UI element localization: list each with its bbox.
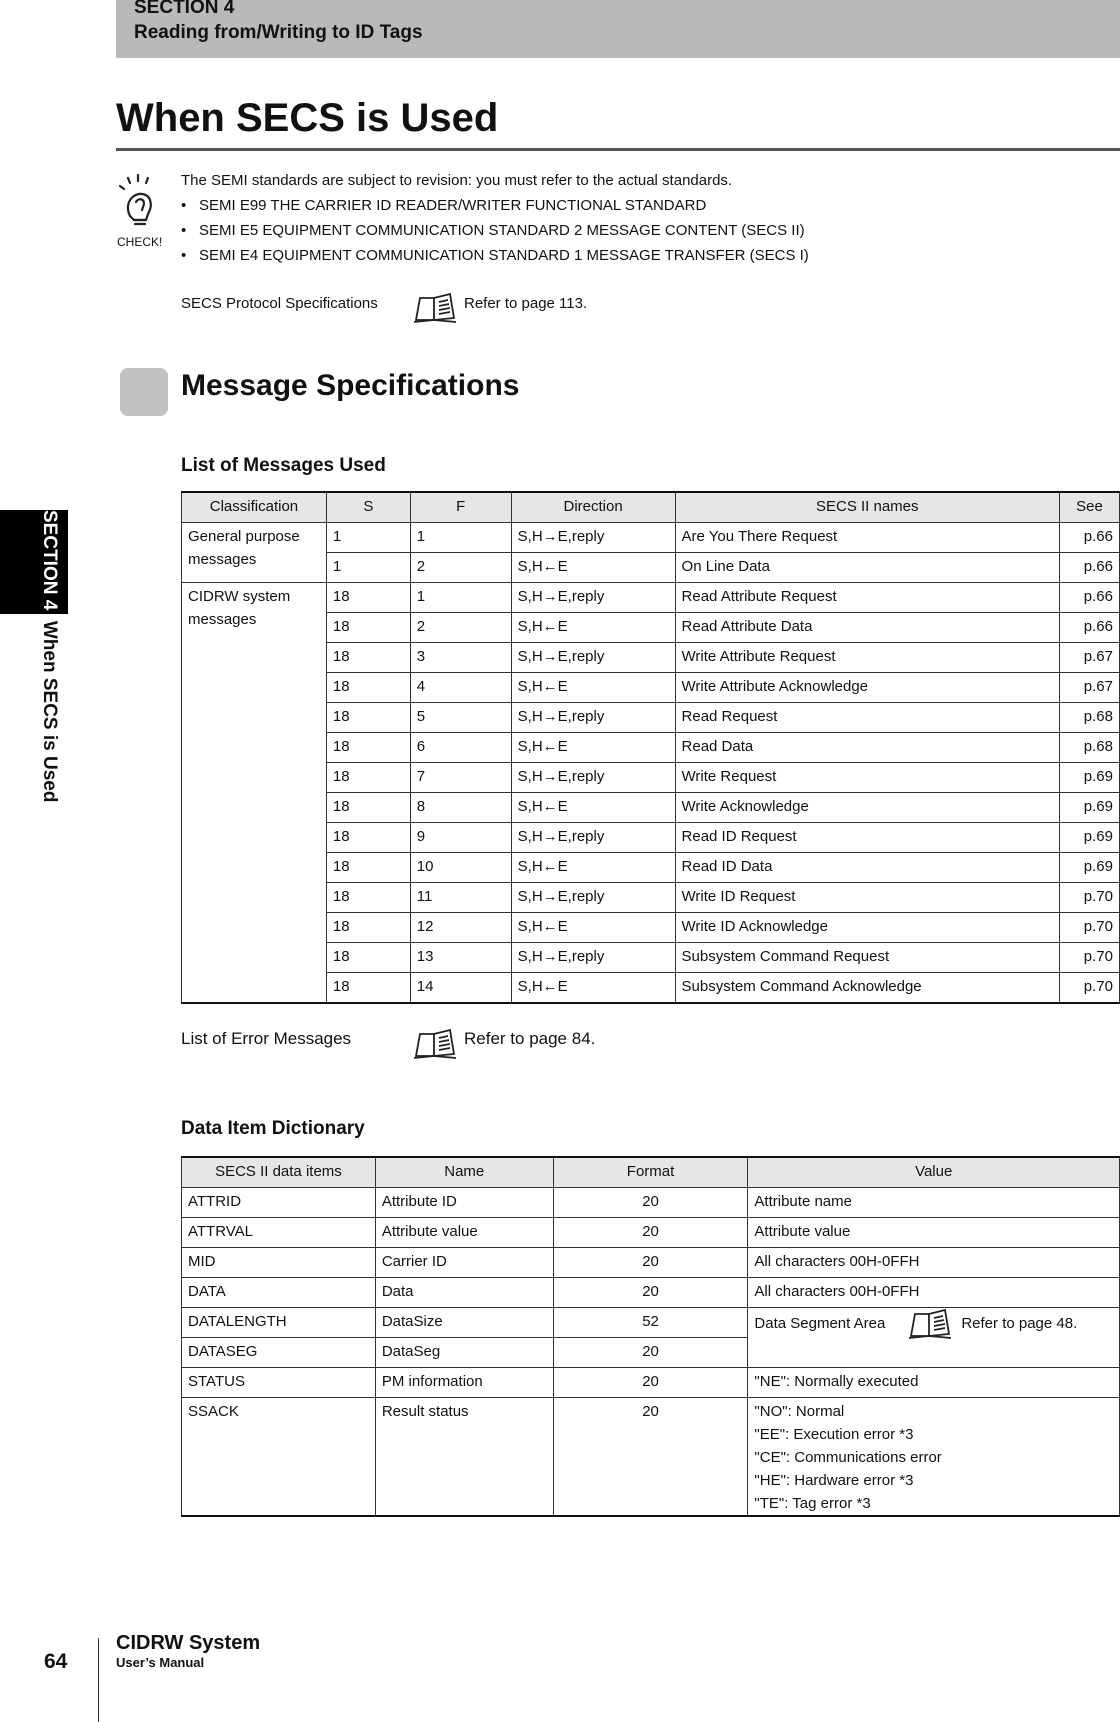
value-cell — [748, 1368, 1120, 1398]
name-cell: Result status — [375, 1398, 553, 1517]
page-title: When SECS is Used — [116, 96, 499, 140]
see-cell: p.67 — [1060, 643, 1120, 673]
direction-cell: S,H←E — [511, 733, 675, 763]
title-rule — [116, 148, 1120, 151]
data-item-cell: ATTRID — [182, 1188, 376, 1218]
column-header: See — [1060, 492, 1120, 523]
intro-bullet: • SEMI E4 EQUIPMENT COMMUNICATION STANDARD 1 MESSAGE TRANSFER (SECS I) — [181, 247, 809, 264]
f-cell: 11 — [410, 883, 511, 913]
direction-cell: S,H→E,reply — [511, 523, 675, 553]
footer-divider — [98, 1638, 99, 1722]
table-row — [182, 1308, 1120, 1338]
secs-name-cell: Write Attribute Acknowledge — [675, 673, 1059, 703]
secs-name-cell: Write ID Request — [675, 883, 1059, 913]
f-cell: 12 — [410, 913, 511, 943]
format-cell: 20 — [553, 1278, 748, 1308]
direction-cell: S,H←E — [511, 553, 675, 583]
book-reference-icon — [907, 1308, 953, 1340]
intro-bullet: • SEMI E5 EQUIPMENT COMMUNICATION STANDARD 2 MESSAGE CONTENT (SECS II) — [181, 222, 805, 239]
dictionary-table — [181, 1156, 1120, 1517]
value-line: "EE": Execution error *3 — [754, 1426, 914, 1443]
book-reference-icon — [412, 292, 458, 324]
f-cell: 2 — [410, 553, 511, 583]
secs-name-cell: Write Request — [675, 763, 1059, 793]
value-cell — [748, 1398, 1120, 1517]
secs-name-cell: Read Request — [675, 703, 1059, 733]
value-line: "NE": Normally executed — [754, 1373, 919, 1390]
s-cell: 18 — [326, 883, 410, 913]
s-cell: 18 — [326, 943, 410, 973]
data-item-cell: ATTRVAL — [182, 1218, 376, 1248]
messages-table — [181, 491, 1120, 1004]
table-header-row — [182, 492, 1120, 523]
format-cell: 20 — [553, 1188, 748, 1218]
see-cell: p.66 — [1060, 583, 1120, 613]
secs-name-cell: Write Acknowledge — [675, 793, 1059, 823]
see-cell: p.69 — [1060, 853, 1120, 883]
see-cell: p.70 — [1060, 883, 1120, 913]
section-header — [116, 0, 1120, 58]
footer-product: CIDRW System — [116, 1632, 261, 1654]
s-cell: 18 — [326, 793, 410, 823]
column-header: Direction — [511, 492, 675, 523]
secs-name-cell: Read Attribute Request — [675, 583, 1059, 613]
value-cell — [748, 1218, 1120, 1248]
dictionary-heading: Data Item Dictionary — [181, 1118, 365, 1139]
format-cell: 20 — [553, 1248, 748, 1278]
see-cell: p.70 — [1060, 943, 1120, 973]
table-row — [182, 1218, 1120, 1248]
s-cell: 18 — [326, 913, 410, 943]
see-cell: p.66 — [1060, 523, 1120, 553]
secs-name-cell: Write Attribute Request — [675, 643, 1059, 673]
f-cell: 5 — [410, 703, 511, 733]
name-cell: Attribute value — [375, 1218, 553, 1248]
data-item-cell: DATALENGTH — [182, 1308, 376, 1338]
value-line: All characters 00H-0FFH — [754, 1253, 920, 1270]
see-cell: p.67 — [1060, 673, 1120, 703]
direction-cell: S,H←E — [511, 913, 675, 943]
side-tab-title: When SECS is Used — [39, 620, 60, 803]
protocol-ref-link[interactable]: Refer to page 113. — [464, 295, 588, 312]
value-line: Data Segment Area — [754, 1314, 886, 1332]
see-cell: p.70 — [1060, 913, 1120, 943]
f-cell: 8 — [410, 793, 511, 823]
hand-pointer-icon — [114, 172, 170, 234]
column-header: Classification — [182, 492, 327, 523]
format-cell: 20 — [553, 1368, 748, 1398]
f-cell: 2 — [410, 613, 511, 643]
s-cell: 18 — [326, 643, 410, 673]
check-label: CHECK! — [117, 235, 163, 249]
s-cell: 1 — [326, 553, 410, 583]
f-cell: 7 — [410, 763, 511, 793]
section-marker — [120, 368, 168, 416]
see-cell: p.69 — [1060, 793, 1120, 823]
value-cell — [748, 1308, 1120, 1368]
s-cell: 18 — [326, 853, 410, 883]
intro-note: The SEMI standards are subject to revision: you must refer to the actual standards. — [181, 172, 733, 189]
name-cell: DataSeg — [375, 1338, 553, 1368]
see-cell: p.69 — [1060, 823, 1120, 853]
s-cell: 18 — [326, 733, 410, 763]
f-cell: 10 — [410, 853, 511, 883]
secs-name-cell: Read ID Request — [675, 823, 1059, 853]
s-cell: 18 — [326, 673, 410, 703]
column-header: S — [326, 492, 410, 523]
value-line: "TE": Tag error *3 — [754, 1495, 871, 1512]
f-cell: 13 — [410, 943, 511, 973]
intro-block — [181, 168, 809, 268]
f-cell: 1 — [410, 523, 511, 553]
s-cell: 18 — [326, 583, 410, 613]
table-row — [182, 1188, 1120, 1218]
secs-name-cell: Read ID Data — [675, 853, 1059, 883]
secs-name-cell: On Line Data — [675, 553, 1059, 583]
direction-cell: S,H→E,reply — [511, 763, 675, 793]
format-cell: 20 — [553, 1398, 748, 1517]
direction-cell: S,H→E,reply — [511, 943, 675, 973]
section-heading: Message Specifications — [181, 369, 520, 402]
table-row — [182, 583, 1120, 613]
format-cell: 52 — [553, 1308, 748, 1338]
column-header: SECS II names — [675, 492, 1059, 523]
page-number: 64 — [44, 1650, 68, 1673]
direction-cell: S,H←E — [511, 973, 675, 1004]
name-cell: Attribute ID — [375, 1188, 553, 1218]
direction-cell: S,H→E,reply — [511, 643, 675, 673]
value-ref-link[interactable]: Refer to page 48. — [961, 1314, 1078, 1332]
see-cell: p.68 — [1060, 733, 1120, 763]
s-cell: 18 — [326, 703, 410, 733]
format-cell: 20 — [553, 1218, 748, 1248]
s-cell: 18 — [326, 973, 410, 1004]
see-cell: p.66 — [1060, 553, 1120, 583]
data-item-cell: DATA — [182, 1278, 376, 1308]
column-header: Name — [375, 1157, 553, 1188]
value-line: Attribute value — [754, 1223, 851, 1240]
direction-cell: S,H→E,reply — [511, 883, 675, 913]
classification-cell: CIDRW system messages — [182, 583, 327, 1004]
footer-manual: User’s Manual — [116, 1655, 205, 1670]
column-header: F — [410, 492, 511, 523]
table-row — [182, 1368, 1120, 1398]
side-tab-section: SECTION 4 — [39, 510, 60, 611]
secs-name-cell: Subsystem Command Request — [675, 943, 1059, 973]
s-cell: 18 — [326, 823, 410, 853]
see-cell: p.68 — [1060, 703, 1120, 733]
side-tab-text — [39, 510, 59, 830]
value-cell — [748, 1248, 1120, 1278]
table-row — [182, 1398, 1120, 1517]
messages-heading: List of Messages Used — [181, 455, 386, 476]
column-header: SECS II data items — [182, 1157, 376, 1188]
secs-name-cell: Read Data — [675, 733, 1059, 763]
table-row — [182, 1278, 1120, 1308]
f-cell: 14 — [410, 973, 511, 1004]
name-cell: DataSize — [375, 1308, 553, 1338]
f-cell: 4 — [410, 673, 511, 703]
direction-cell: S,H→E,reply — [511, 823, 675, 853]
value-line: All characters 00H-0FFH — [754, 1283, 920, 1300]
value-line: Attribute name — [754, 1193, 852, 1210]
data-item-cell: SSACK — [182, 1398, 376, 1517]
secs-name-cell: Read Attribute Data — [675, 613, 1059, 643]
name-cell: Carrier ID — [375, 1248, 553, 1278]
classification-cell: General purpose messages — [182, 523, 327, 583]
column-header: Value — [748, 1157, 1120, 1188]
table-header-row — [182, 1157, 1120, 1188]
secs-name-cell: Are You There Request — [675, 523, 1059, 553]
f-cell: 3 — [410, 643, 511, 673]
check-icon — [114, 172, 174, 252]
data-item-cell: MID — [182, 1248, 376, 1278]
book-reference-icon — [412, 1028, 458, 1060]
s-cell: 1 — [326, 523, 410, 553]
s-cell: 18 — [326, 763, 410, 793]
table-row — [182, 523, 1120, 553]
value-line: "HE": Hardware error *3 — [754, 1472, 914, 1489]
value-line: "NO": Normal — [754, 1403, 845, 1420]
f-cell: 9 — [410, 823, 511, 853]
data-item-cell: DATASEG — [182, 1338, 376, 1368]
see-cell: p.70 — [1060, 973, 1120, 1004]
direction-cell: S,H←E — [511, 853, 675, 883]
see-cell: p.69 — [1060, 763, 1120, 793]
direction-cell: S,H←E — [511, 793, 675, 823]
protocol-ref-label: SECS Protocol Specifications — [181, 295, 378, 312]
section-number: SECTION 4 — [134, 0, 235, 18]
direction-cell: S,H→E,reply — [511, 703, 675, 733]
value-cell — [748, 1188, 1120, 1218]
see-cell: p.66 — [1060, 613, 1120, 643]
f-cell: 6 — [410, 733, 511, 763]
data-item-cell: STATUS — [182, 1368, 376, 1398]
value-line: "CE": Communications error — [754, 1449, 942, 1466]
format-cell: 20 — [553, 1338, 748, 1368]
direction-cell: S,H→E,reply — [511, 583, 675, 613]
direction-cell: S,H←E — [511, 673, 675, 703]
error-ref-label: List of Error Messages — [181, 1029, 352, 1048]
direction-cell: S,H←E — [511, 613, 675, 643]
section-subtitle: Reading from/Writing to ID Tags — [134, 22, 423, 43]
value-cell — [748, 1278, 1120, 1308]
column-header: Format — [553, 1157, 748, 1188]
name-cell: Data — [375, 1278, 553, 1308]
name-cell: PM information — [375, 1368, 553, 1398]
table-row — [182, 1248, 1120, 1278]
s-cell: 18 — [326, 613, 410, 643]
secs-name-cell: Subsystem Command Acknowledge — [675, 973, 1059, 1004]
secs-name-cell: Write ID Acknowledge — [675, 913, 1059, 943]
intro-bullet: • SEMI E99 THE CARRIER ID READER/WRITER FUNCTIONAL STANDARD — [181, 197, 707, 214]
f-cell: 1 — [410, 583, 511, 613]
error-ref-link[interactable]: Refer to page 84. — [464, 1029, 596, 1048]
